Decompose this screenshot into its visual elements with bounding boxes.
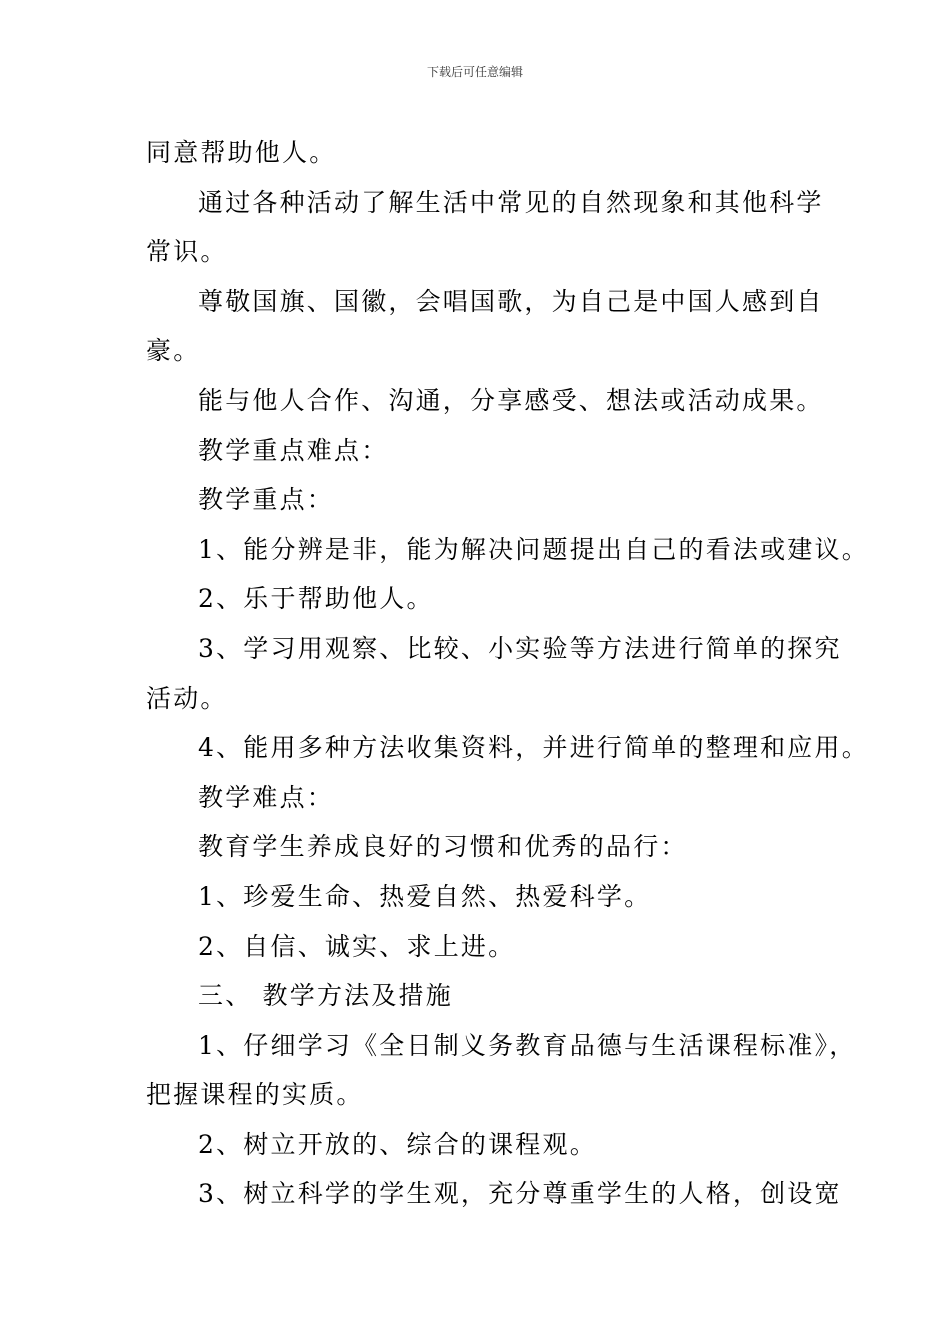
list-item: 1、能分辨是非，能为解决问题提出自己的看法或建议。 (198, 534, 869, 564)
paragraph-line: 通过各种活动了解生活中常见的自然现象和其他科学 (198, 187, 824, 217)
page-header: 下载后可任意编辑 (426, 65, 523, 79)
list-item: 3、树立科学的学生观，充分尊重学生的人格，创设宽 (198, 1179, 842, 1209)
list-item-continuation: 活动。 (146, 683, 228, 713)
paragraph-line: 尊敬国旗、国徽，会唱国歌，为自己是中国人感到自 (198, 286, 824, 316)
paragraph-line: 能与他人合作、沟通，分享感受、想法或活动成果。 (198, 385, 824, 415)
list-item: 2、树立开放的、综合的课程观。 (198, 1129, 597, 1159)
list-item: 1、仔细学习《全日制义务教育品德与生活课程标准》， (198, 1030, 857, 1060)
paragraph-line: 豪。 (146, 336, 201, 366)
list-item: 3、学习用观察、比较、小实验等方法进行简单的探究 (198, 633, 842, 663)
list-item: 4、能用多种方法收集资料，并进行简单的整理和应用。 (198, 733, 869, 763)
paragraph-line: 同意帮助他人。 (146, 138, 337, 167)
section-heading: 教学重点难点： (198, 435, 389, 465)
document-body (146, 128, 869, 1219)
section-heading: 教学难点： (198, 782, 335, 812)
list-item: 1、珍爱生命、热爱自然、热爱科学。 (198, 881, 652, 911)
paragraph-line: 教育学生养成良好的习惯和优秀的品行： (198, 832, 688, 862)
list-item: 2、自信、诚实、求上进。 (198, 931, 516, 961)
paragraph-line: 常识。 (146, 237, 228, 267)
list-item-continuation: 把握课程的实质。 (146, 1080, 364, 1110)
section-heading: 三、 教学方法及措施 (198, 981, 453, 1011)
section-heading: 教学重点： (198, 485, 335, 515)
list-item: 2、乐于帮助他人。 (198, 584, 434, 614)
